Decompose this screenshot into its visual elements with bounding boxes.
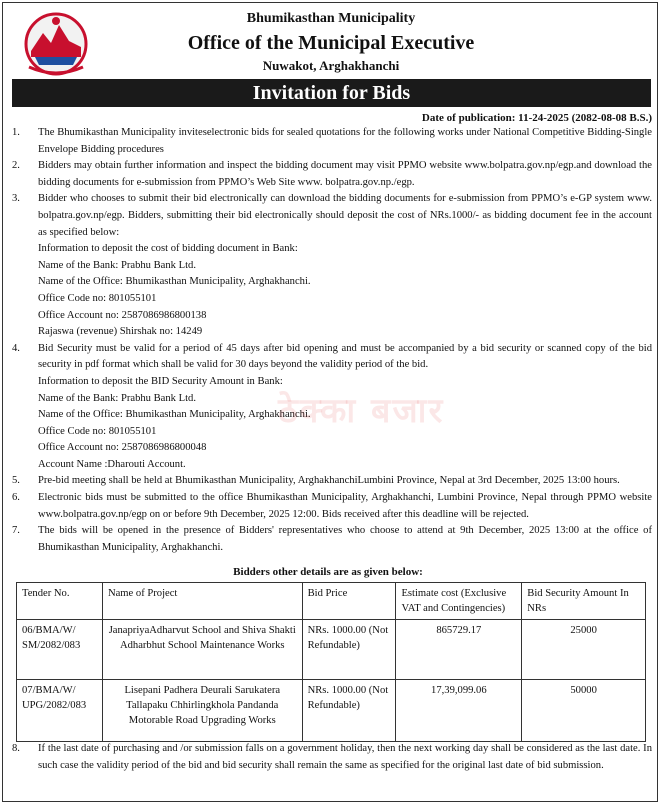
table-row xyxy=(17,620,646,680)
header xyxy=(3,3,659,75)
page-title: Invitation for Bids xyxy=(12,79,651,107)
estimate-cost: 865729.17 xyxy=(396,620,522,680)
location: Nuwakot, Arghakhanchi xyxy=(262,58,400,73)
tender-no: 07/BMA/W/ UPG/2082/083 xyxy=(17,680,103,742)
tender-no: 06/BMA/W/ SM/2082/083 xyxy=(17,620,103,680)
header-tender-no: Tender No. xyxy=(17,583,103,620)
holiday-clause: 8. If the last date of purchasing and /or submission falls on a government holiday, then the next working day shall be considered as the last date. In such case the validity period of the bid and bid security shall remain the same as specified for the original last date of bid submission. xyxy=(12,743,652,771)
list-item: 7. The bids will be opened in the presence of Bidders' representatives who choose to attend at 9th December, 2025 13:00 at the office of Bhumikasthan Municipality, Arghakhanchi. xyxy=(12,525,652,553)
project-name: JanapriyaAdharvut School and Shiva Shakti Adharbhut School Maintenance Works xyxy=(102,620,302,680)
list-item: 3. Bidder who chooses to submit their bid electronically can download the bidding documents for e-submission from PPMO’s e-GP system www. bolpatra.gov.np/egp. Bidders, submitting their bid electronically should deposit the cost of NRs.1000/- as bidding document fee in the account as specified below: Information to deposit the cost of bidding document in Bank: Name of the Bank: Prabhu Bank Ltd. Name of the Office: Bhumikasthan Municipality, Arghakhanchi. Office Code no: 801055101 Office Account no: 2587086986800138 Rajaswa (revenue) Shirshak no: 14249 xyxy=(12,193,652,338)
watermark: ठेक्का बजार xyxy=(278,391,445,431)
header-bid-price: Bid Price xyxy=(302,583,396,620)
list-item: 5. Pre-bid meeting shall be held at Bhumikasthan Municipality, ArghakhanchiLumbini Province, Nepal at 3rd December, 2025 13:00 hours. xyxy=(12,475,620,487)
list-item: 4. Bid Security must be valid for a period of 45 days after bid opening and must be accompanied by a bid security or scanned copy of the bid security in pdf format which shall be valid for 30 days beyond the validity period of the bid. Information to deposit the BID Security Amount in Bank: Name of the Bank: Prabhu Bank Ltd. Name of the Office: Bhumikasthan Municipality, Arghakhanchi. Office Code no: 801055101 Office Account no: 2587086986800048 Account Name :Dharouti Account. xyxy=(12,342,652,470)
list-item: 6. Electronic bids must be submitted to the office Bhumikasthan Municipality, Arghakhanchi, Lumbini Province, Nepal through PPMO website www.bolpatra.gov.np/egp on or before 9th December, 2025 12:00. Bids received after this deadline will be rejected. xyxy=(12,492,652,520)
security-amount: 25000 xyxy=(522,620,646,680)
bid-price: NRs. 1000.00 (Not Refundable) xyxy=(302,680,396,742)
estimate-cost: 17,39,099.06 xyxy=(396,680,522,742)
header-project: Name of Project xyxy=(102,583,302,620)
table-header-row xyxy=(17,583,646,620)
table-title: Bidders other details are as given below: xyxy=(233,566,423,578)
notice-items xyxy=(12,125,652,556)
office-title: Office of the Municipal Executive xyxy=(187,32,475,54)
municipality-name: Bhumikasthan Municipality xyxy=(246,11,416,26)
header-estimate: Estimate cost (Exclusive VAT and Contingencies) xyxy=(396,583,522,620)
table-row xyxy=(17,680,646,742)
publication-date: Date of publication: 11-24-2025 (2082-08-08 B.S.) xyxy=(421,112,652,124)
security-amount: 50000 xyxy=(522,680,646,742)
list-item: 1. The Bhumikasthan Municipality inviteselectronic bids for sealed quotations for the following works under National Competitive Bidding-Single Envelope Bidding procedures xyxy=(12,127,652,155)
project-name: Lisepani Padhera Deurali Sarukatera Tallapaku Chhirlingkhola Pandanda Motorable Road Upgrading Works xyxy=(102,680,302,742)
bid-price: NRs. 1000.00 (Not Refundable) xyxy=(302,620,396,680)
header-security: Bid Security Amount In NRs xyxy=(522,583,646,620)
bids-table xyxy=(16,582,646,742)
list-item: 2. Bidders may obtain further information and inspect the bidding document may visit PPMO website www.bolpatra.gov.np/egp.and download the bidding documents for e-submission from PPMO’s Web Site www. bolpatra.gov.np./egp. xyxy=(12,160,652,188)
